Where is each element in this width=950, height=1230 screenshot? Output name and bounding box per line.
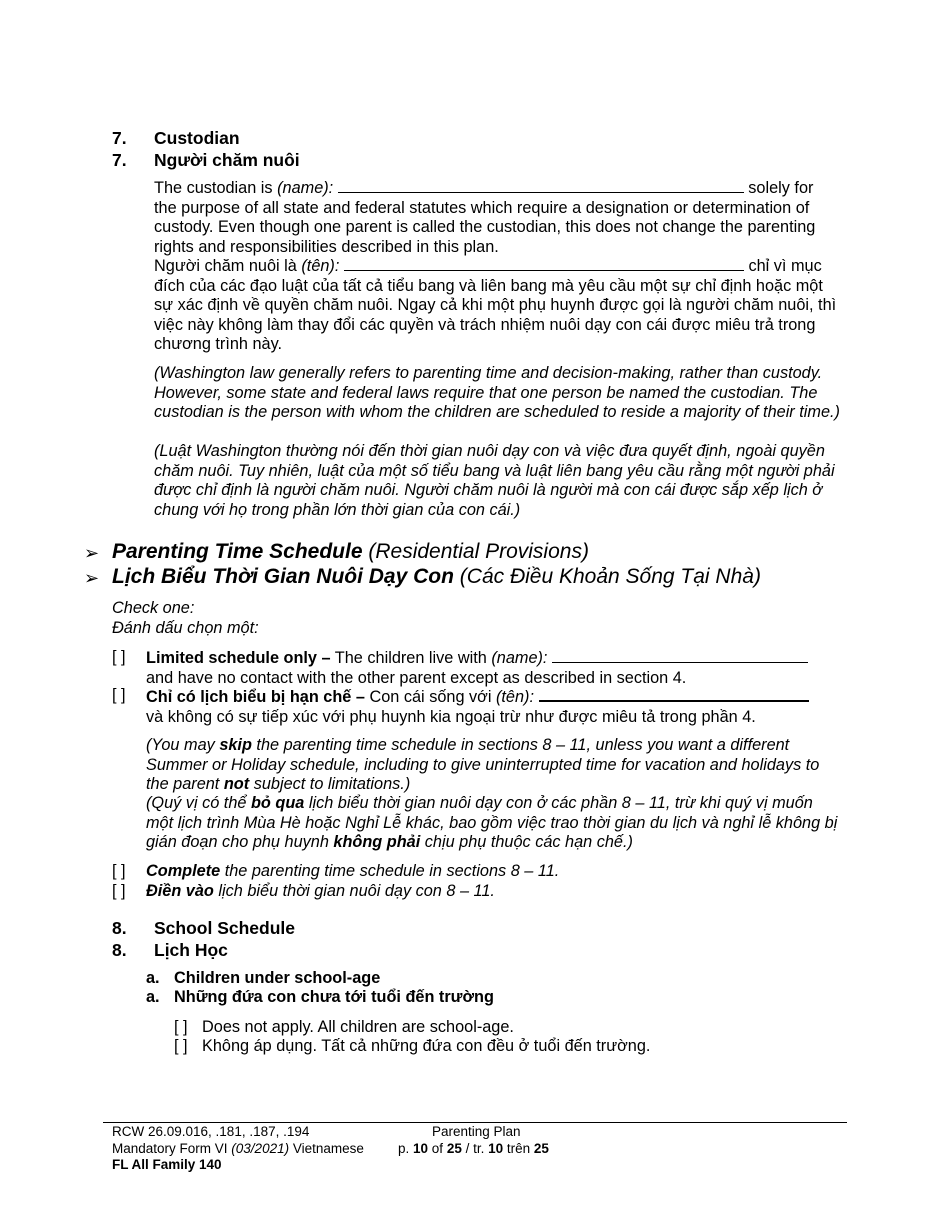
check-one-label-vi: Đánh dấu chọn một: [112, 619, 259, 637]
footer-center [398, 1124, 549, 1157]
complete-schedule-checkbox-vi[interactable]: [ ] [112, 882, 126, 900]
schedule-heading-en: ➢ Parenting Time Schedule (Residential Provisions) [84, 539, 864, 564]
complete-schedule-option-en: Complete the parenting time schedule in sections 8 – 11. [146, 862, 560, 880]
does-not-apply-option-vi: Không áp dụng. Tất cả những đứa con đều ở tuổi đến trường. [202, 1037, 651, 1055]
washington-law-note-en: (Washington law generally refers to parenting time and decision-making, rather than custody. However, some state and federal laws require that one person be named the custodian. The custodian is the person with whom the children are scheduled to reside a majority of their time.) [154, 364, 840, 422]
custodian-name-blank[interactable] [338, 178, 744, 193]
footer-form: Mandatory Form VI (03/2021) Vietnamese [112, 1140, 364, 1156]
section-8-heading-vi: 8. Lịch Học [112, 940, 228, 960]
skip-note-vi: (Quý vị có thể bỏ qua lịch biểu thời gian nuôi dạy con ở các phần 8 – 11, trừ khi quý vị muốn một lịch trình Mùa Hè hoặc Nghỉ Lễ khác, bao gồm việc trao thời gian du lịch và nghỉ lễ không bị gián đoạn cho phụ huynh không phải chịu phụ thuộc các hạn chế.) [146, 794, 838, 852]
section-7-heading-en: 7. Custodian [112, 128, 240, 148]
footer-page-number: p. 10 of 25 / tr. 10 trên 25 [398, 1140, 549, 1156]
custodian-name-blank-vi[interactable] [344, 256, 744, 271]
limited-schedule-option-en: Limited schedule only – The children live with (name): and have no contact with the other parent except as described in section 4. [146, 648, 846, 688]
footer-form-id: FL All Family 140 [112, 1157, 222, 1172]
custodian-paragraph-vi: Người chăm nuôi là (tên): chỉ vì mục đích của các đạo luật của tất cả tiểu bang và liên bang mà yêu cầu một sự chỉ định hoặc một sự xác định về quyền chăm nuôi. Ngay cả khi một phụ huynh được gọi là người chăm nuôi, thì việc này không làm thay đổi các quyền và trách nhiệm nuôi dạy con cái được miêu trả trong chương trình này. [154, 257, 837, 354]
footer-rcw: RCW 26.09.016, .181, .187, .194 [112, 1124, 310, 1139]
subsection-a-heading-en: a. Children under school-age [146, 969, 381, 987]
section-8-heading-en: 8. School Schedule [112, 918, 295, 938]
section-7-heading-vi: 7. Người chăm nuôi [112, 150, 300, 170]
check-one-label-en: Check one: [112, 599, 195, 617]
limited-schedule-option-vi: Chỉ có lịch biểu bị hạn chế – Con cái sống với (tên): và không có sự tiếp xúc với phụ huynh kia ngoại trừ như được miêu tả trong phần 4. [146, 686, 846, 727]
footer-left [112, 1124, 364, 1174]
subsection-a-heading-vi: a. Những đứa con chưa tới tuổi đến trường [146, 988, 494, 1006]
arrow-bullet-icon: ➢ [84, 543, 100, 563]
footer-doc-title: Parenting Plan [432, 1124, 521, 1139]
limited-schedule-checkbox-vi[interactable]: [ ] [112, 686, 126, 704]
skip-note-en: (You may skip the parenting time schedule in sections 8 – 11, unless you want a different Summer or Holiday schedule, including to give uninterrupted time for vacation and holidays to the parent not subject to limitations.) [146, 736, 820, 794]
custodian-paragraph-en: The custodian is (name): solely for the purpose of all state and federal statutes which require a designation or determination of custody. Even though one parent is called the custodian, this does not change the parenting rights and responsibilities described in this plan. [154, 179, 816, 256]
washington-law-note-vi: (Luật Washington thường nói đến thời gian nuôi dạy con và việc đưa quyết định, ngoài quyền chăm nuôi. Tuy nhiên, luật của một số tiểu bang và luật liên bang yêu cầu rằng một người phải được chỉ định là người chăm nuôi. Người chăm nuôi là người mà con cái được sắp xếp lịch ở chung với họ trong phần lớn thời gian của con cái.) [154, 442, 835, 519]
limited-schedule-checkbox[interactable]: [ ] [112, 648, 126, 666]
does-not-apply-checkbox[interactable]: [ ] [174, 1018, 188, 1036]
footer-rule [103, 1122, 847, 1123]
limited-name-blank-vi[interactable] [539, 686, 809, 702]
does-not-apply-checkbox-vi[interactable]: [ ] [174, 1037, 188, 1055]
arrow-bullet-icon: ➢ [84, 568, 100, 588]
complete-schedule-option-vi: Điền vào lịch biểu thời gian nuôi dạy con 8 – 11. [146, 882, 495, 900]
limited-name-blank[interactable] [552, 648, 808, 663]
schedule-heading-vi: ➢ Lịch Biểu Thời Gian Nuôi Dạy Con (Các Điều Khoản Sống Tại Nhà) [84, 564, 864, 589]
complete-schedule-checkbox[interactable]: [ ] [112, 862, 126, 880]
does-not-apply-option-en: Does not apply. All children are school-age. [202, 1018, 514, 1036]
